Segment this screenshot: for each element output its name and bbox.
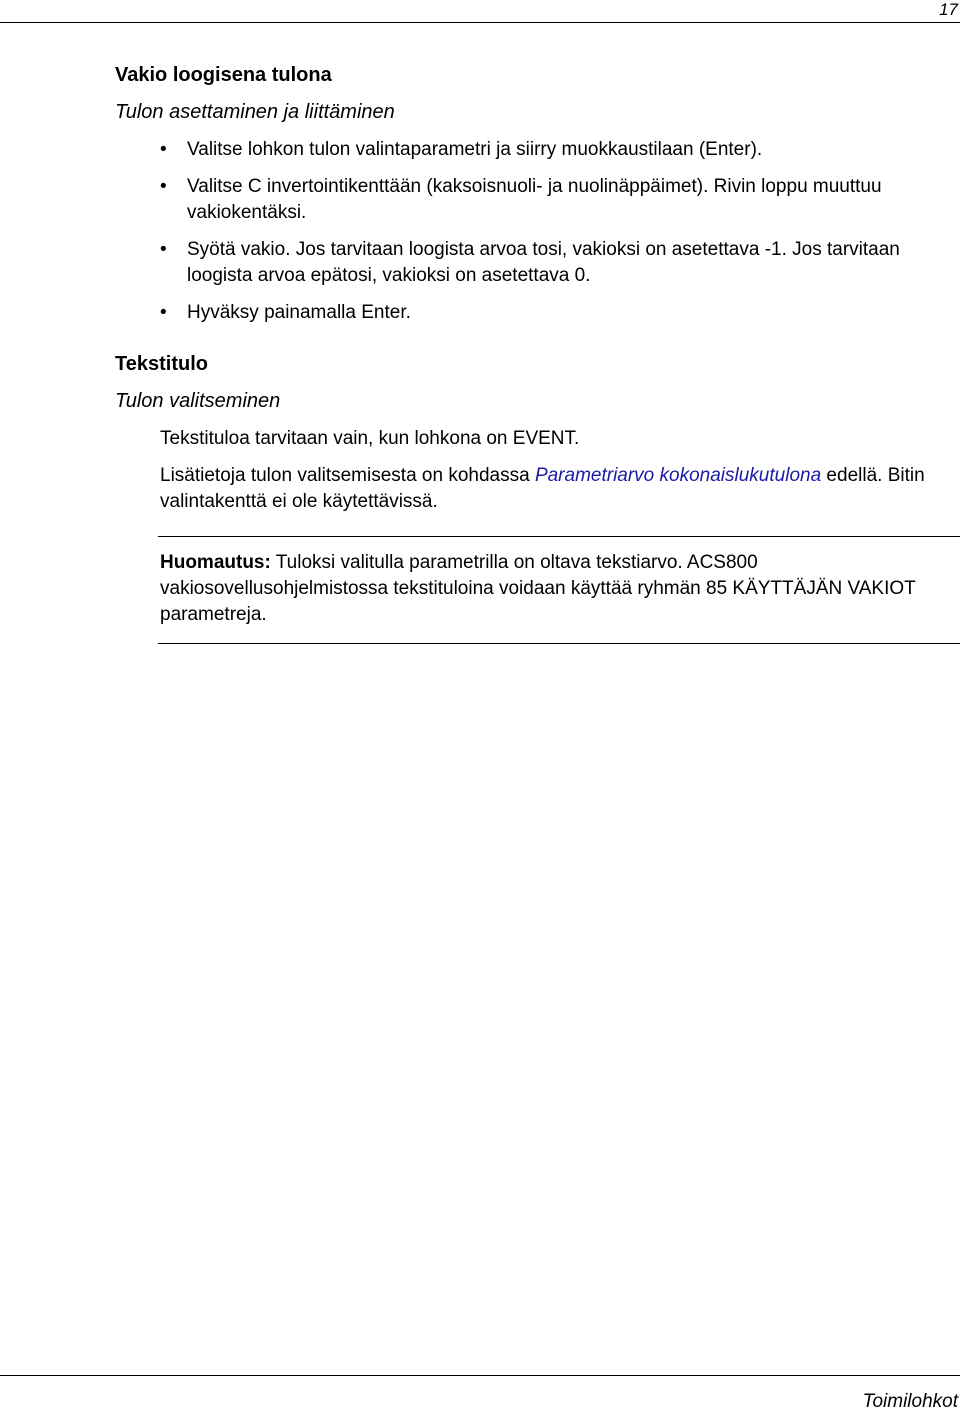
- cross-reference-link[interactable]: Parametriarvo kokonaislukutulona: [534, 465, 822, 486]
- paragraph-reference: [160, 463, 950, 515]
- list-item-text: Hyväksy painamalla Enter.: [187, 302, 411, 323]
- note-block: [160, 550, 950, 628]
- bullet-icon: •: [160, 302, 167, 323]
- section-heading-tekstitulo: Tekstitulo: [115, 353, 208, 375]
- list-item: [160, 300, 920, 326]
- list-item-text: Valitse lohkon tulon valintaparametri ja siirry muokkaustilaan (Enter).: [187, 139, 763, 160]
- paragraph-reference-suffix: edellä. Bitin valintakenttä ei ole käytettävissä.: [160, 465, 925, 512]
- bullet-icon: •: [160, 139, 167, 160]
- list-item: [160, 237, 920, 289]
- bullet-icon: •: [160, 176, 167, 197]
- footer-chapter-title: Toimilohkot: [862, 1391, 958, 1412]
- page-number: 17: [939, 0, 958, 19]
- subheading-tulon-asettaminen: Tulon asettaminen ja liittäminen: [115, 101, 395, 123]
- top-divider: [0, 22, 960, 23]
- note-label: Huomautus:: [160, 552, 271, 573]
- subheading-tulon-valitseminen: Tulon valitseminen: [115, 390, 281, 412]
- paragraph-event: Tekstituloa tarvitaan vain, kun lohkona on EVENT.: [160, 428, 580, 449]
- list-item-text: Syötä vakio. Jos tarvitaan loogista arvoa tosi, vakioksi on asetettava -1. Jos tarvitaan loogista arvoa epätosi, vakioksi on asetettava 0.: [187, 239, 900, 286]
- paragraph-reference-prefix: Lisätietoja tulon valitsemisesta on kohdassa: [160, 465, 535, 486]
- list-item-text: Valitse C invertointikenttään (kaksoisnuoli- ja nuolinäppäimet). Rivin loppu muuttuu vakiokentäksi.: [187, 176, 882, 223]
- instruction-list: [160, 137, 920, 337]
- bottom-divider: [0, 1375, 960, 1376]
- note-top-divider: [158, 536, 960, 537]
- list-item: [160, 137, 920, 163]
- bullet-icon: •: [160, 239, 167, 260]
- note-text: Tuloksi valitulla parametrilla on oltava tekstiarvo. ACS800 vakiosovellusohjelmistossa tekstituloina voidaan käyttää ryhmän 85 KÄYTTÄJÄN VAKIOT parametreja.: [160, 552, 916, 625]
- list-item: [160, 174, 920, 226]
- section-heading-vakio: Vakio loogisena tulona: [115, 64, 332, 86]
- note-bottom-divider: [158, 643, 960, 644]
